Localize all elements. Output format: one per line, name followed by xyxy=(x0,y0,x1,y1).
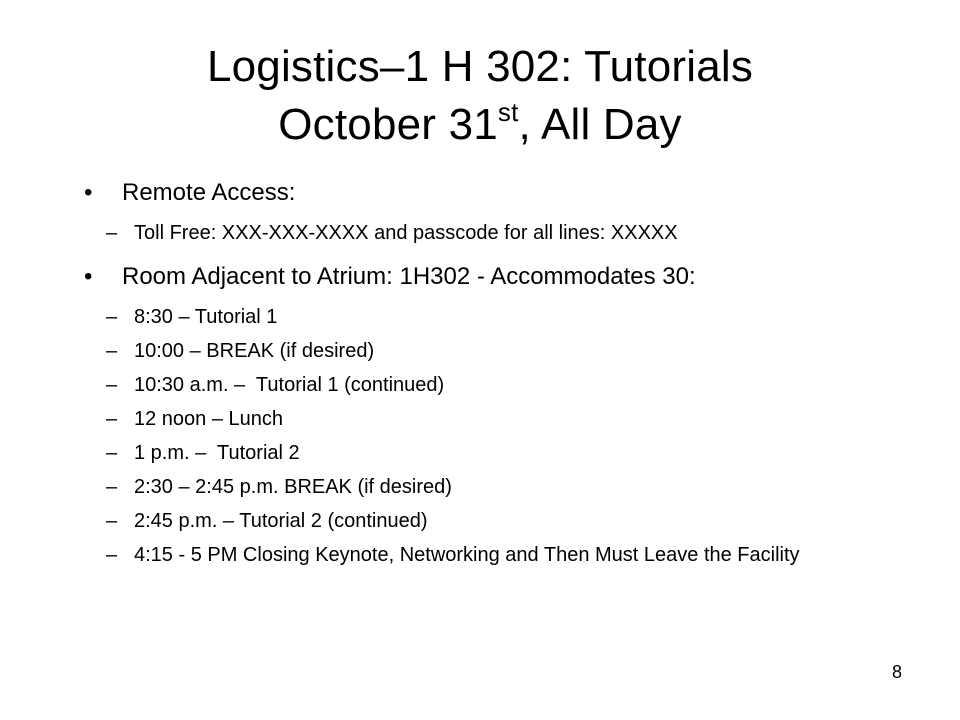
sub-item-text: 2:45 p.m. – Tutorial 2 (continued) xyxy=(134,510,428,532)
dash-icon: – xyxy=(106,476,118,498)
dash-icon: – xyxy=(106,340,118,362)
sub-item xyxy=(0,374,960,396)
bullet-icon: • xyxy=(84,179,93,206)
dash-icon: – xyxy=(106,544,118,566)
dash-icon: – xyxy=(106,408,118,430)
bullet-room xyxy=(0,262,960,292)
title-line-2 xyxy=(60,96,900,154)
dash-icon: – xyxy=(106,510,118,532)
dash-icon: – xyxy=(106,306,118,328)
sub-item-text: 8:30 – Tutorial 1 xyxy=(134,306,278,328)
bullet-remote-access xyxy=(0,178,960,208)
sub-item-text: 1 p.m. – Tutorial 2 xyxy=(134,442,300,464)
dash-icon: – xyxy=(106,442,118,464)
title-superscript: st xyxy=(497,97,519,127)
sub-item xyxy=(0,442,960,464)
bullet-heading: Room Adjacent to Atrium: 1H302 - Accommodates 30: xyxy=(122,263,696,290)
bullet-icon: • xyxy=(84,263,93,290)
title-suffix: , All Day xyxy=(518,100,682,149)
sub-item xyxy=(0,222,960,244)
sub-item-text: 10:00 – BREAK (if desired) xyxy=(134,340,375,362)
title-date: October 31 xyxy=(278,100,498,149)
sub-item-text: 10:30 a.m. – Tutorial 1 (continued) xyxy=(134,374,445,396)
slide-body xyxy=(0,168,960,566)
sub-item xyxy=(0,340,960,362)
sub-item-text: 12 noon – Lunch xyxy=(134,408,284,430)
dash-icon: – xyxy=(106,222,118,244)
title-line-1: Logistics–1 H 302: Tutorials xyxy=(206,42,754,91)
sub-item xyxy=(0,476,960,498)
sub-item xyxy=(0,544,960,566)
sub-item xyxy=(0,510,960,532)
page-number: 8 xyxy=(891,662,902,682)
bullet-heading: Remote Access: xyxy=(122,179,296,206)
sub-item-text: 2:30 – 2:45 p.m. BREAK (if desired) xyxy=(134,476,452,498)
dash-icon: – xyxy=(106,374,118,396)
sub-item-text: Toll Free: XXX-XXX-XXXX and passcode for all lines: XXXXX xyxy=(134,222,678,244)
sub-item xyxy=(0,306,960,328)
slide-title xyxy=(60,38,900,154)
sub-item xyxy=(0,408,960,430)
sub-item-text: 4:15 - 5 PM Closing Keynote, Networking and Then Must Leave the Facility xyxy=(134,544,800,566)
